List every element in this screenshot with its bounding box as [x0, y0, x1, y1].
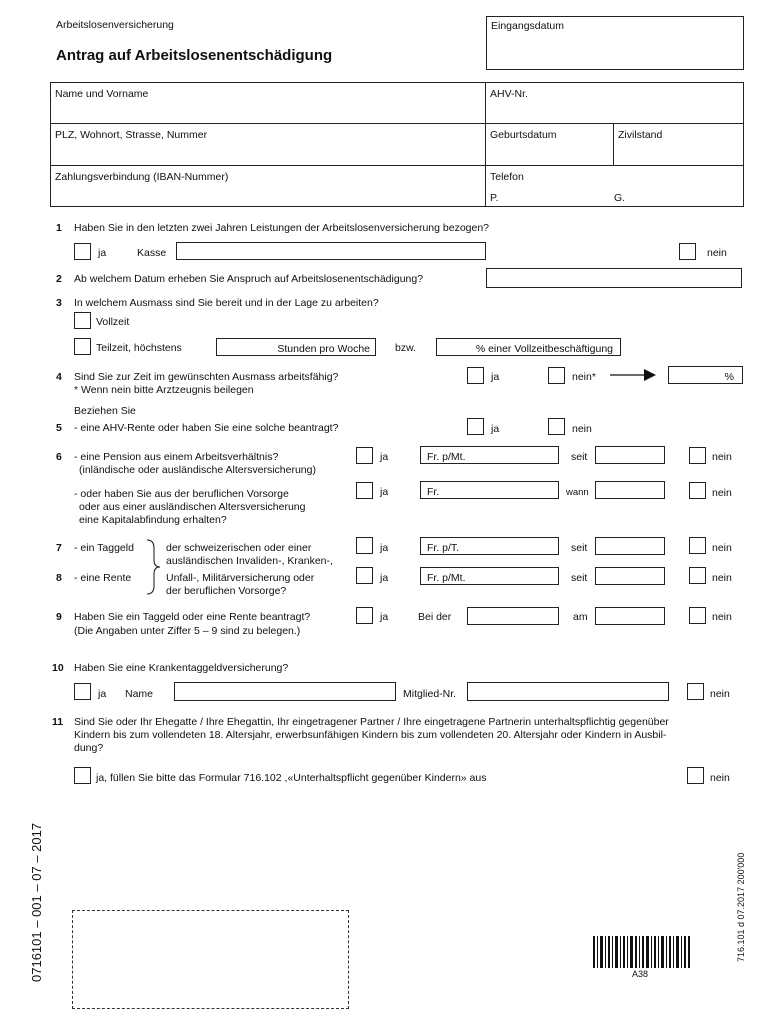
q1-number: 1 — [56, 222, 62, 234]
q8-amount-label: Fr. p/Mt. — [427, 572, 466, 584]
q3-vollzeit-label: Vollzeit — [96, 316, 130, 328]
q7-seit-input[interactable] — [595, 537, 665, 555]
q78-text-line4: der beruflichen Vorsorge? — [166, 585, 287, 597]
q10-ja-label: ja — [98, 688, 107, 700]
q6b-wann-label: wann — [566, 487, 589, 498]
q2-number: 2 — [56, 273, 62, 285]
phone-label: Telefon — [490, 171, 524, 183]
birthdate-label: Geburtsdatum — [490, 129, 557, 141]
q10-mitglied-input[interactable] — [467, 682, 669, 701]
q6-amount-input[interactable] — [420, 446, 559, 464]
q1-text: Haben Sie in den letzten zwei Jahren Leistungen der Arbeitslosenversicherung bezogen? — [74, 222, 490, 234]
q3-percent-label: % einer Vollzeitbeschäftigung — [475, 343, 613, 355]
q9-nein-label: nein — [712, 611, 732, 623]
q8-label: - eine Rente — [74, 572, 132, 584]
q11-ja-label: ja, füllen Sie bitte das Formular 716.102 ,«Unterhaltspflicht gegenüber Kindern» aus — [96, 772, 487, 784]
q8-seit-label: seit — [571, 572, 588, 584]
barcode-text: A38 — [632, 969, 649, 979]
q9-number: 9 — [56, 611, 62, 623]
ahv-field[interactable] — [486, 83, 743, 124]
q4-percent-input[interactable] — [668, 366, 743, 384]
q6-amount-label: Fr. p/Mt. — [427, 451, 466, 463]
q6b-nein-label: nein — [712, 487, 732, 499]
q8-nein-checkbox[interactable] — [689, 567, 706, 584]
phone-field[interactable] — [486, 166, 743, 206]
q78-text-line3: Unfall-, Militärversicherung oder — [166, 572, 315, 584]
q9-bei-input[interactable] — [467, 607, 559, 625]
q4-percent-label: % — [724, 371, 734, 383]
q6b-amount-input[interactable] — [420, 481, 559, 499]
q7-amount-label: Fr. p/T. — [427, 542, 460, 554]
q5-nein-label: nein — [572, 423, 592, 435]
q4-ja-label: ja — [491, 371, 500, 383]
q8-seit-input[interactable] — [595, 567, 665, 585]
q2-date-input[interactable] — [486, 268, 742, 288]
q9-am-input[interactable] — [595, 607, 665, 625]
brace-icon — [144, 538, 162, 596]
q3-hours-input[interactable] — [216, 338, 376, 356]
iban-label: Zahlungsverbindung (IBAN-Nummer) — [55, 171, 229, 183]
q10-nein-checkbox[interactable] — [687, 683, 704, 700]
q11-ja-checkbox[interactable] — [74, 767, 91, 784]
q11-line1: Sind Sie oder Ihr Ehegatte / Ihre Ehegattin, Ihr eingetragener Partner / Ihre eingetragene Partnerin unterhaltspflichtig gegenüber — [74, 716, 669, 728]
q8-ja-label: ja — [380, 572, 389, 584]
q9-line1: Haben Sie ein Taggeld oder eine Rente beantragt? — [74, 611, 311, 623]
q78-text-line2: ausländischen Invaliden-, Kranken-, — [166, 555, 333, 567]
civil-status-field[interactable] — [614, 124, 743, 166]
q1-nein-label: nein — [707, 247, 727, 259]
q3-percent-input[interactable] — [436, 338, 621, 356]
q9-ja-label: ja — [380, 611, 389, 623]
q9-nein-checkbox[interactable] — [689, 607, 706, 624]
q9-ja-checkbox[interactable] — [356, 607, 373, 624]
q6-ja-checkbox[interactable] — [356, 447, 373, 464]
form-code-left: 0716101 – 001 – 07 – 2017 — [29, 822, 44, 982]
q6-line1: - eine Pension aus einem Arbeitsverhältnis? — [74, 451, 279, 463]
q4-nein-label: nein* — [572, 371, 596, 383]
q4-number: 4 — [56, 371, 62, 383]
q3-hours-label: Stunden pro Woche — [277, 343, 370, 355]
civil-status-label: Zivilstand — [618, 129, 663, 141]
q7-nein-label: nein — [712, 542, 732, 554]
q6b-ja-checkbox[interactable] — [356, 482, 373, 499]
name-field[interactable] — [51, 83, 486, 124]
q1-kasse-label: Kasse — [137, 247, 167, 259]
q8-number: 8 — [56, 572, 62, 584]
q5-text: - eine AHV-Rente oder haben Sie eine solche beantragt? — [74, 422, 339, 434]
birthdate-field[interactable] — [486, 124, 614, 166]
q78-text-line1: der schweizerischen oder einer — [166, 542, 312, 554]
address-field[interactable] — [51, 124, 486, 166]
q7-ja-checkbox[interactable] — [356, 537, 373, 554]
eingangsdatum-label: Eingangsdatum — [491, 20, 564, 32]
q11-nein-checkbox[interactable] — [687, 767, 704, 784]
q6-nein-label: nein — [712, 451, 732, 463]
q6-ja-label: ja — [380, 451, 389, 463]
q1-kasse-input[interactable] — [176, 242, 486, 260]
q6-nein-checkbox[interactable] — [689, 447, 706, 464]
q3-teilzeit-checkbox[interactable] — [74, 338, 91, 355]
q1-ja-checkbox[interactable] — [74, 243, 91, 260]
q4-nein-checkbox[interactable] — [548, 367, 565, 384]
arrow-right-icon — [610, 368, 656, 382]
q8-amount-input[interactable] — [420, 567, 559, 585]
q1-ja-label: ja — [98, 247, 107, 259]
q10-ja-checkbox[interactable] — [74, 683, 91, 700]
q11-nein-label: nein — [710, 772, 730, 784]
q7-nein-checkbox[interactable] — [689, 537, 706, 554]
org-name: Arbeitslosenversicherung — [56, 19, 174, 31]
q6b-nein-checkbox[interactable] — [689, 482, 706, 499]
q6-seit-label: seit — [571, 451, 588, 463]
q3-number: 3 — [56, 297, 62, 309]
q5-ja-checkbox[interactable] — [467, 418, 484, 435]
q8-ja-checkbox[interactable] — [356, 567, 373, 584]
form-code-right: 716.101 d 07.2017 200'000 — [736, 852, 746, 962]
q10-name-label: Name — [125, 688, 154, 700]
phone-business-label: G. — [614, 192, 626, 204]
q6b-line2: oder aus einer ausländischen Altersversicherung — [79, 501, 306, 513]
q7-label: - ein Taggeld — [74, 542, 134, 554]
q6b-line1: - oder haben Sie aus der beruflichen Vorsorge — [74, 488, 289, 500]
q10-number: 10 — [52, 662, 64, 674]
q10-nein-label: nein — [710, 688, 730, 700]
q6b-wann-input[interactable] — [595, 481, 665, 499]
q11-line3: dung? — [74, 742, 104, 754]
beziehen-heading: Beziehen Sie — [74, 405, 136, 417]
q5-nein-checkbox[interactable] — [548, 418, 565, 435]
iban-field[interactable] — [51, 166, 486, 206]
q6-seit-input[interactable] — [595, 446, 665, 464]
address-label: PLZ, Wohnort, Strasse, Nummer — [55, 129, 208, 141]
q3-bzw-label: bzw. — [395, 342, 417, 354]
q7-ja-label: ja — [380, 542, 389, 554]
q2-text: Ab welchem Datum erheben Sie Anspruch auf Arbeitslosenentschädigung? — [74, 273, 424, 285]
page-title: Antrag auf Arbeitslosenentschädigung — [56, 47, 333, 64]
stamp-area — [72, 910, 349, 1009]
q10-text: Haben Sie eine Krankentaggeldversicherung? — [74, 662, 289, 674]
personal-data-grid — [50, 82, 744, 207]
q7-number: 7 — [56, 542, 62, 554]
q6b-amount-label: Fr. — [427, 486, 440, 498]
q6b-line3: eine Kapitalabfindung erhalten? — [79, 514, 227, 526]
barcode-icon — [593, 936, 691, 968]
eingangsdatum-box — [486, 16, 744, 70]
q11-number: 11 — [52, 716, 64, 728]
q6-number: 6 — [56, 451, 62, 463]
q3-text: In welchem Ausmass sind Sie bereit und in der Lage zu arbeiten? — [74, 297, 379, 309]
q10-mitglied-label: Mitglied-Nr. — [403, 688, 457, 700]
q4-text: Sind Sie zur Zeit im gewünschten Ausmass arbeitsfähig? — [74, 371, 339, 383]
q4-note: * Wenn nein bitte Arztzeugnis beilegen — [74, 384, 254, 396]
q6-line2: (inländische oder ausländische Altersversicherung) — [79, 464, 316, 476]
q3-vollzeit-checkbox[interactable] — [74, 312, 91, 329]
q7-seit-label: seit — [571, 542, 588, 554]
q4-ja-checkbox[interactable] — [467, 367, 484, 384]
phone-private-label: P. — [490, 192, 499, 204]
q1-nein-checkbox[interactable] — [679, 243, 696, 260]
q7-amount-input[interactable] — [420, 537, 559, 555]
q5-ja-label: ja — [491, 423, 500, 435]
q11-line2: Kindern bis zum vollendeten 18. Altersjahr, erwerbsunfähigen Kindern bis zum vollendeten 20. Altersjahr oder Kindern in Ausbil- — [74, 729, 667, 741]
q10-name-input[interactable] — [174, 682, 396, 701]
q3-teilzeit-label: Teilzeit, höchstens — [96, 342, 182, 354]
q6b-ja-label: ja — [380, 486, 389, 498]
ahv-label: AHV-Nr. — [490, 88, 528, 100]
q9-bei-label: Bei der — [418, 611, 452, 623]
q9-am-label: am — [573, 611, 588, 623]
q5-number: 5 — [56, 422, 62, 434]
name-label: Name und Vorname — [55, 88, 149, 100]
q8-nein-label: nein — [712, 572, 732, 584]
q9-line2: (Die Angaben unter Ziffer 5 – 9 sind zu belegen.) — [74, 625, 301, 637]
